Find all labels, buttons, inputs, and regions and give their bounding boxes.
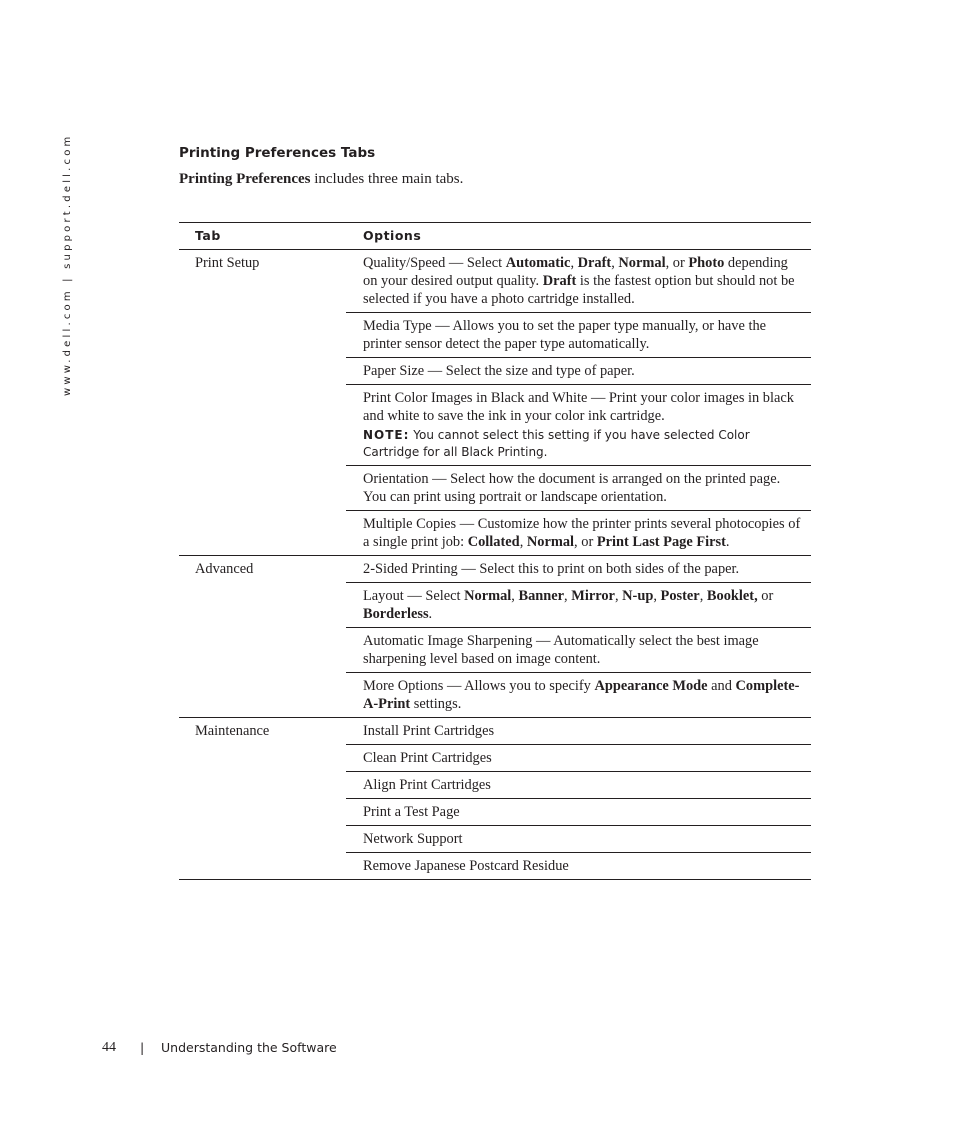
table-row <box>179 718 811 745</box>
option-cell <box>346 799 811 826</box>
option-text: depending on your desired output quality. <box>363 255 788 289</box>
option-text: and <box>707 678 736 694</box>
option-text: Photo <box>688 255 725 271</box>
preferences-table <box>179 222 811 880</box>
option-text: Install Print Cartridges <box>363 723 495 739</box>
footer-separator: | <box>140 1040 145 1055</box>
option-cell <box>346 628 811 673</box>
note <box>363 427 805 461</box>
option-text: , <box>611 255 619 271</box>
option-cell <box>346 385 811 466</box>
option-text: Mirror <box>571 588 615 604</box>
option-text: , <box>519 534 527 550</box>
option-cell <box>346 250 811 313</box>
option-cell <box>346 313 811 358</box>
option-text: Draft <box>542 273 577 289</box>
tab-name-cell: Print Setup <box>179 250 346 556</box>
option-cell <box>346 466 811 511</box>
option-text: Quality/Speed — Select <box>363 255 506 271</box>
option-text: , <box>653 588 661 604</box>
option-text: Collated <box>467 534 520 550</box>
option-text: Banner <box>518 588 565 604</box>
option-text: , <box>699 588 707 604</box>
option-cell <box>346 745 811 772</box>
option-cell <box>346 772 811 799</box>
option-cell <box>346 358 811 385</box>
option-text: Automatic Image Sharpening — Automatically select the best image sharpening level based on image content. <box>363 633 759 667</box>
page-number: 44 <box>102 1040 116 1055</box>
intro-bold: Printing Preferences <box>179 171 311 187</box>
option-text: Paper Size — Select the size and type of paper. <box>363 363 635 379</box>
table-row <box>179 250 811 313</box>
option-text: , <box>511 588 519 604</box>
header-options: Options <box>346 223 811 250</box>
option-cell <box>346 718 811 745</box>
option-text: Remove Japanese Postcard Residue <box>363 858 569 874</box>
option-text: More Options — Allows you to specify <box>363 678 595 694</box>
intro-rest: includes three main tabs. <box>310 171 464 187</box>
option-text: Complete-A-Print <box>363 678 800 712</box>
note-label: NOTE: <box>363 428 410 442</box>
option-text: Normal <box>464 588 512 604</box>
option-text: , <box>564 588 572 604</box>
option-cell <box>346 673 811 718</box>
option-text: Borderless <box>363 606 429 622</box>
option-cell <box>346 511 811 556</box>
intro-paragraph <box>179 171 463 188</box>
option-cell <box>346 826 811 853</box>
option-text: Network Support <box>363 831 463 847</box>
note-text: You cannot select this setting if you have selected Color Cartridge for all Black Printing. <box>363 428 750 459</box>
table-body <box>179 250 811 880</box>
option-text: 2-Sided Printing — Select this to print on both sides of the paper. <box>363 561 740 577</box>
option-text: Booklet, <box>706 588 758 604</box>
option-text: . <box>725 534 730 550</box>
side-url: www.dell.com | support.dell.com <box>62 133 73 396</box>
section-title: Printing Preferences Tabs <box>179 145 376 161</box>
option-text: Layout — Select <box>363 588 465 604</box>
option-cell <box>346 583 811 628</box>
option-text: Print Last Page First <box>596 534 726 550</box>
option-cell <box>346 853 811 880</box>
option-text: Multiple Copies — Customize how the printer prints several photocopies of a single print job: <box>363 516 801 550</box>
option-text: N-up <box>622 588 654 604</box>
option-text: Draft <box>577 255 612 271</box>
option-text: Align Print Cartridges <box>363 777 491 793</box>
option-text: Print Color Images in Black and White — Print your color images in black and white to save the ink in your color ink cartridge. <box>363 390 794 424</box>
option-text: Automatic <box>505 255 571 271</box>
footer-title: Understanding the Software <box>161 1040 337 1055</box>
tab-name-cell: Maintenance <box>179 718 346 880</box>
option-text: Poster <box>660 588 700 604</box>
option-text: or <box>757 588 774 604</box>
option-text: Appearance Mode <box>594 678 708 694</box>
option-text: settings. <box>410 696 462 712</box>
tab-name-cell: Advanced <box>179 556 346 718</box>
table-header-row <box>179 223 811 250</box>
option-text: Normal <box>526 534 575 550</box>
option-text: Print a Test Page <box>363 804 460 820</box>
option-text: , <box>570 255 578 271</box>
option-text: , <box>614 588 623 604</box>
header-tab: Tab <box>179 223 346 250</box>
option-text: Normal <box>618 255 666 271</box>
table-row <box>179 556 811 583</box>
option-text: . <box>428 606 433 622</box>
option-text: , or <box>665 255 689 271</box>
option-cell <box>346 556 811 583</box>
option-text: is the fastest option but should not be selected if you have a photo cartridge installed. <box>363 273 795 307</box>
option-text: , or <box>574 534 597 550</box>
option-text: Media Type — Allows you to set the paper type manually, or have the printer sensor detect the paper type automatically. <box>363 318 767 352</box>
option-text: Orientation — Select how the document is arranged on the printed page. You can print using portrait or landscape orientation. <box>363 471 781 505</box>
option-text: Clean Print Cartridges <box>363 750 492 766</box>
